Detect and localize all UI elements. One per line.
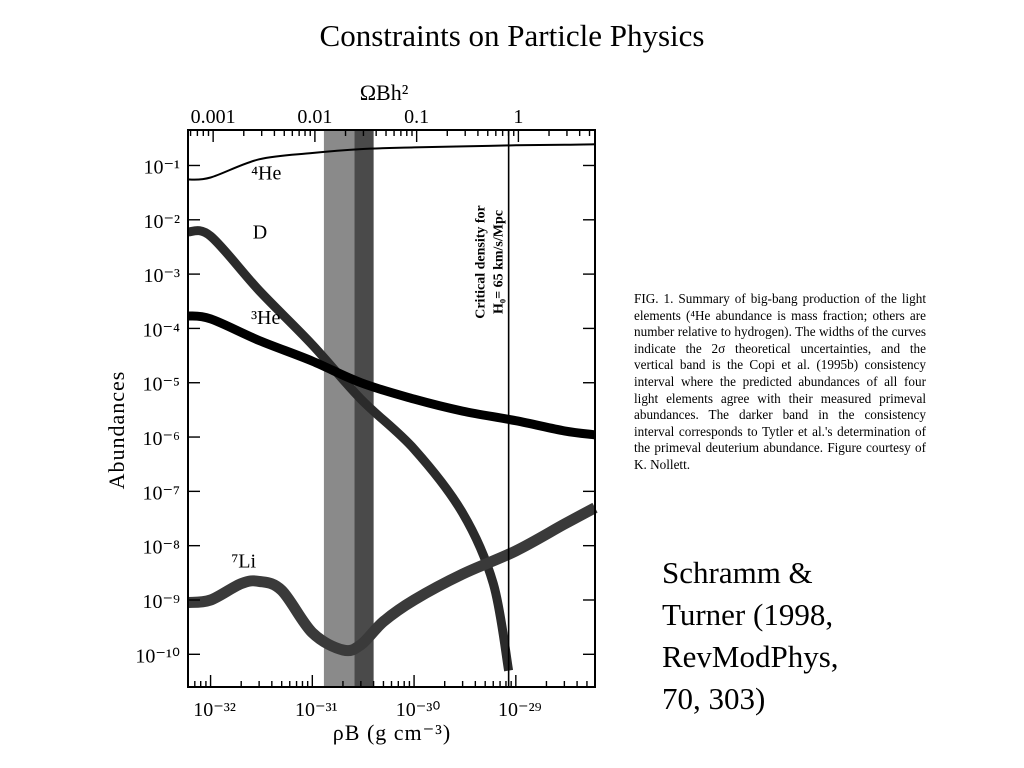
y-tick-label: 10⁻⁶ [142,428,180,451]
y-tick-label: 10⁻⁷ [142,482,180,505]
top-tick-label: 1 [513,106,524,128]
slide-title: Constraints on Particle Physics [319,18,705,53]
y-tick-label: 10⁻⁸ [142,536,180,559]
top-tick-label: 0.1 [404,106,430,128]
y-tick-label: 10⁻¹ [143,156,180,179]
x-tick-label: 10⁻²⁹ [498,699,542,721]
series-labels [231,163,281,573]
critical-density-marker [474,130,509,687]
citation-line: Turner (1998, [662,597,834,632]
top-tick-label: 0.001 [190,106,236,128]
citation-line: RevModPhys, [662,639,839,674]
abundance-curves [188,144,595,670]
top-tick-label: 0.01 [297,106,333,128]
series-label: ⁷Li [231,550,257,573]
figure-caption: FIG. 1. Summary of big-bang production of the light elements (⁴He abundance is mass fraction; others are number relative to hydrogen). The widths of the curves indicate the 2σ theoretical uncertainties, and the vertical band is the Copi et al. (1995b) consistency interval where the predicted abundances of all four light elements agree with their measured primeval abundances. The darker band in the consistency interval corresponds to Tytler et al.'s determination of the primeval deuterium abundance. Figure courtesy of K. Nollett. [634,291,926,472]
x-tick-label: 10⁻³¹ [295,699,338,721]
y-tick-label: 10⁻² [143,210,180,233]
y-tick-label: 10⁻³ [143,265,180,288]
he3-curve [188,316,595,435]
plot-frame [188,130,595,687]
critical-density-label: H₀= 65 km/s/Mpc [491,210,507,314]
y-tick-label: 10⁻⁹ [142,590,180,613]
series-label: ³He [251,307,281,330]
x-tick-label: 10⁻³² [193,699,236,721]
citation-line: 70, 303) [662,681,766,716]
y-tick-label: 10⁻⁴ [142,319,180,342]
axis-ticks [188,130,595,687]
citation-block [662,552,962,720]
citation-line: Schramm & [662,555,813,590]
series-label: ⁴He [251,162,282,185]
series-label: D [252,221,268,244]
critical-density-label: Critical density for [473,205,489,319]
li7-curve [188,508,595,651]
he4-curve [188,144,595,179]
y-tick-label: 10⁻⁵ [142,373,180,396]
y-tick-label: 10⁻¹⁰ [135,645,180,668]
x-tick-label: 10⁻³⁰ [395,699,441,721]
x-axis-title: ρB (g cm⁻³) [332,720,452,745]
top-axis-title: ΩBh² [359,80,409,105]
y-axis-title: Abundances [104,370,129,490]
